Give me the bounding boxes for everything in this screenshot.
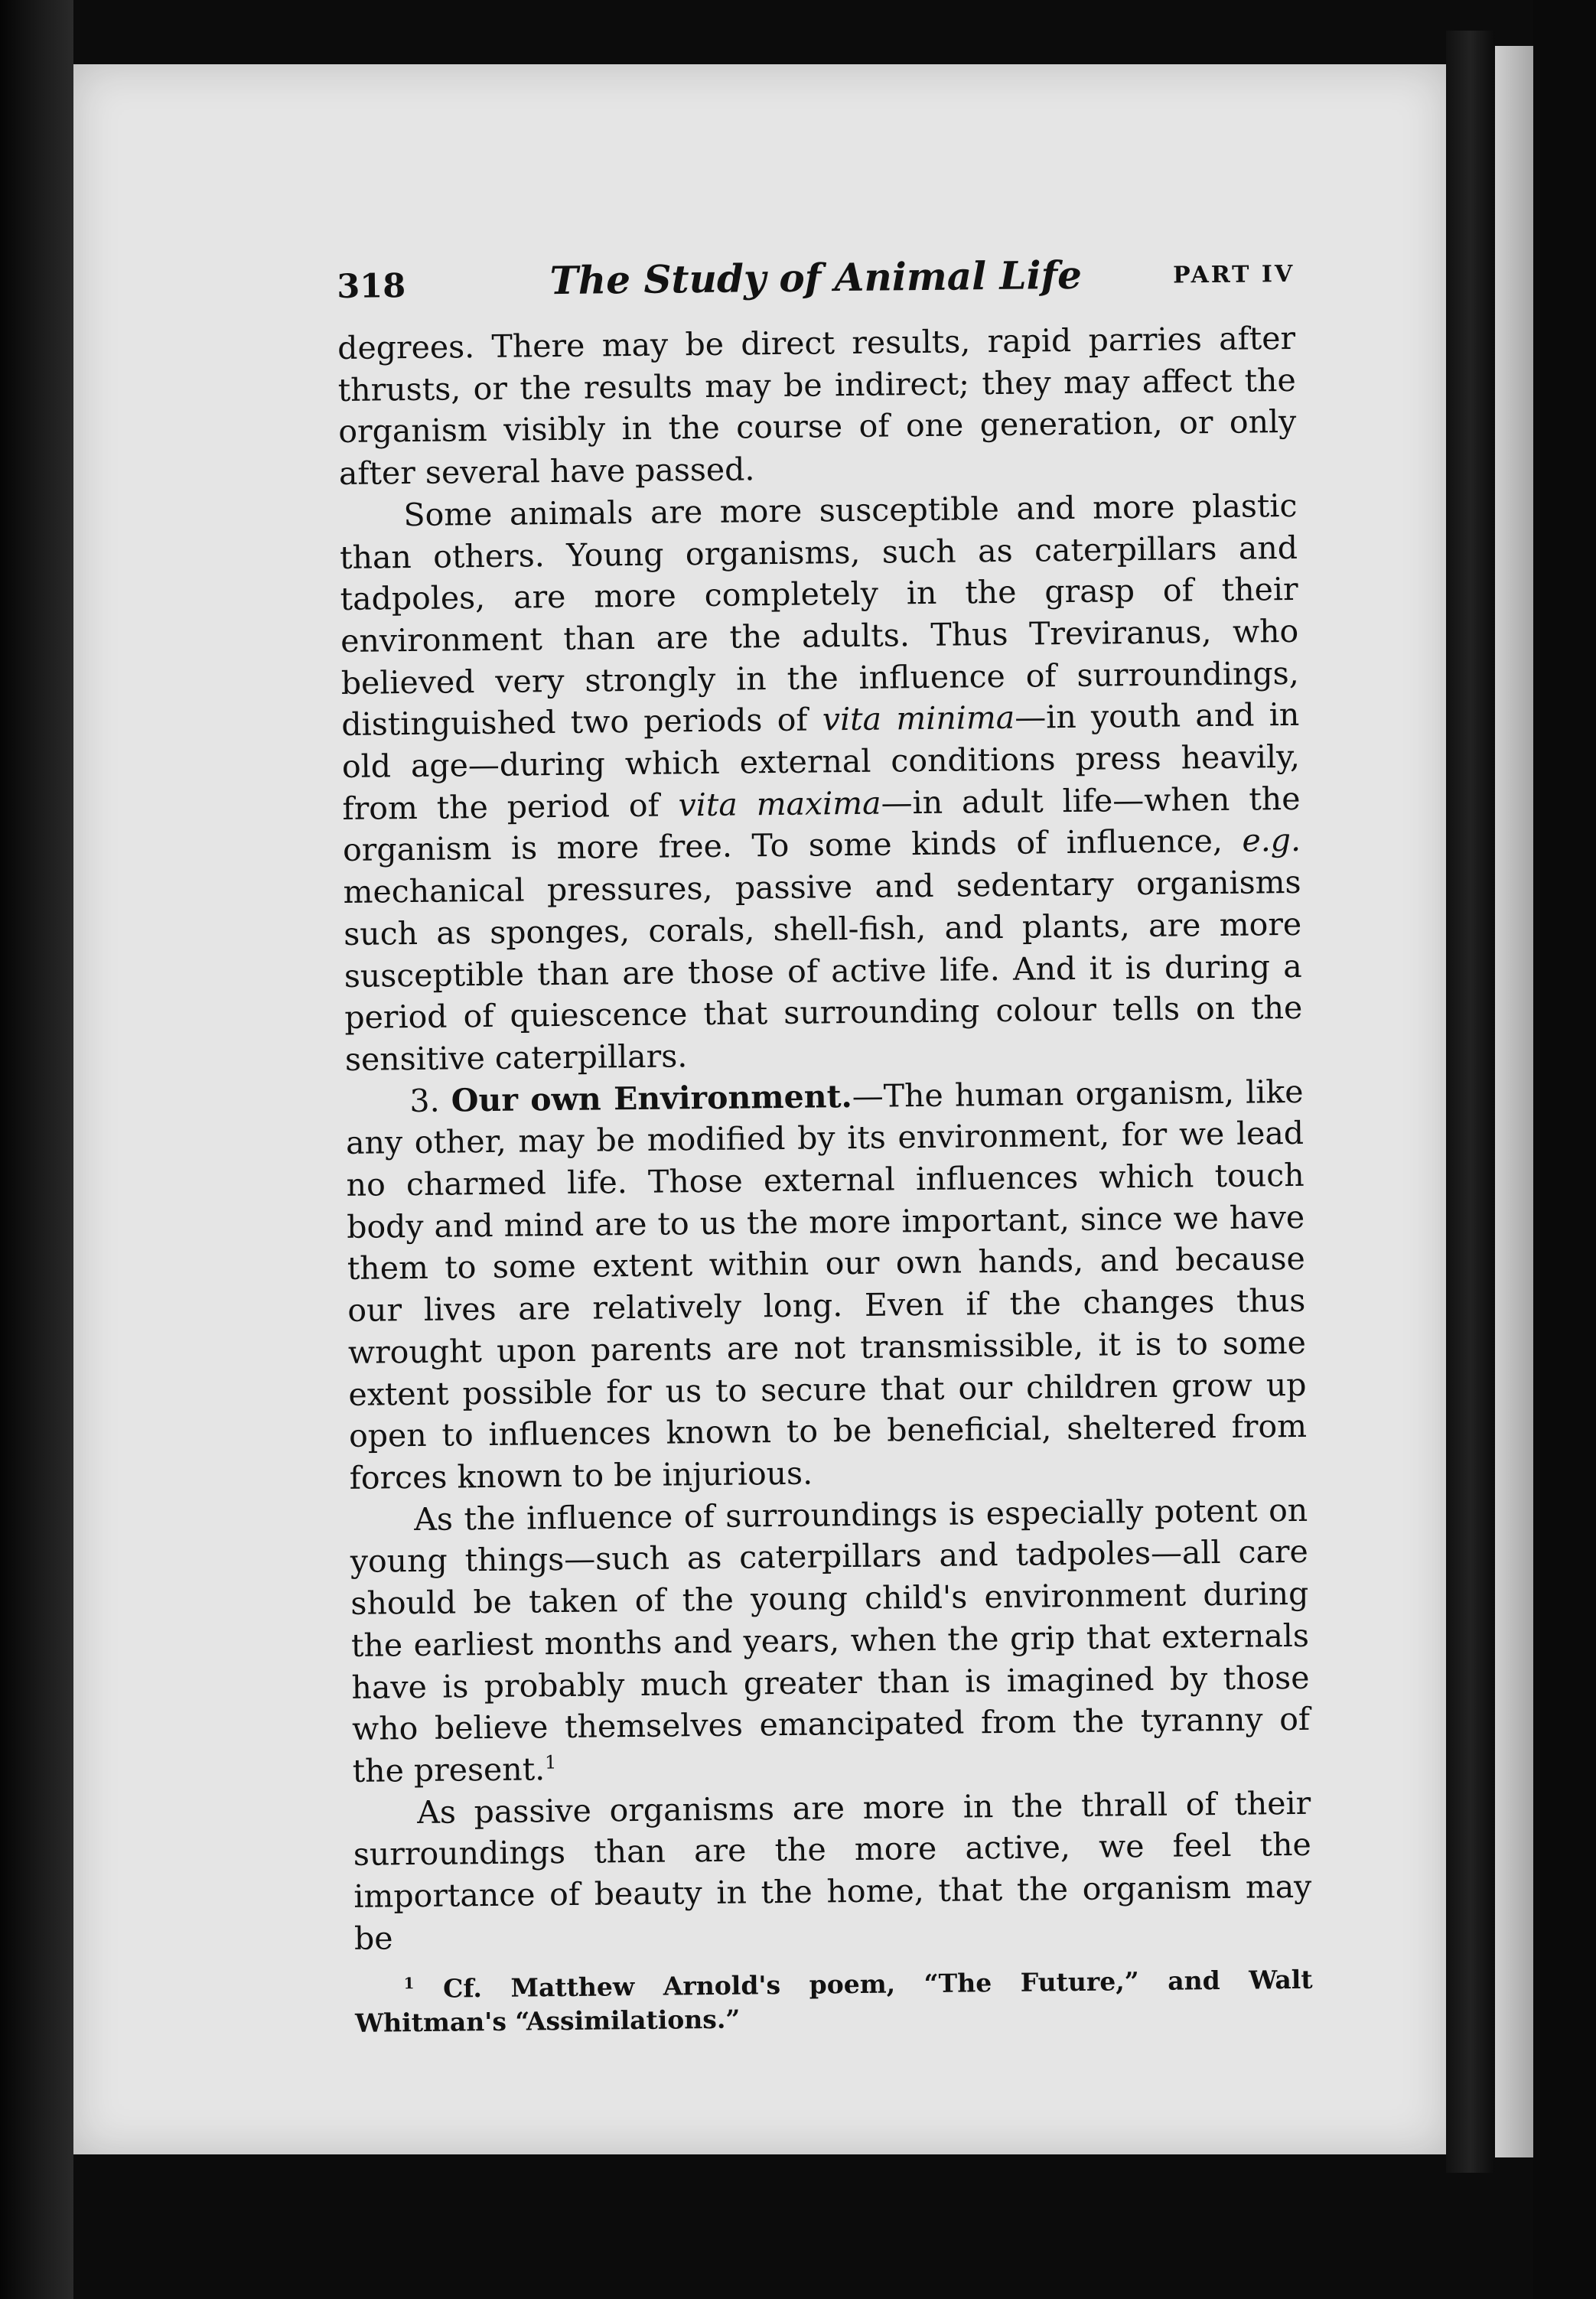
latin-term-vita-maxima: vita maxima <box>678 784 881 824</box>
part-label: PART IV <box>1172 260 1295 289</box>
section-heading: Our own Environment. <box>451 1077 853 1119</box>
scan-left-border <box>0 0 73 2299</box>
paragraph-text: As passive organisms are more in the thrall of their surroundings than are the more active, we feel the importance of beauty in the home, that the organism may be <box>353 1784 1312 1957</box>
paragraph-text: —The human organism, like any other, may be modified by its environment, for we lead no charmed life. Those external influences which touch body and mind are to us the more important, since we have them to some extent within our own hands, and because our lives are relatively long. Even if the changes thus wrought upon parents are not transmissible, it is to some extent possible for us to secure that our children grow up open to influences known to be beneficial, sheltered from forces known to be injurious. <box>345 1073 1308 1496</box>
footnote-reference: 1 <box>544 1751 557 1773</box>
running-head <box>337 250 1295 314</box>
running-title: The Study of Animal Life <box>549 252 1083 304</box>
paragraph-text: —in adult life—when the organism is more free. To some kinds of influence, <box>342 780 1301 869</box>
paragraph-text: mechanical pressures, passive and sedentary organisms such as sponges, corals, shell-fish, and plants, are more susceptible than are those of active life. And it is during a period of quiescence that surrounding colour tells on the sensitive caterpillars. <box>343 863 1303 1078</box>
page-text-block <box>337 250 1313 2040</box>
book-gutter <box>1446 31 1495 2173</box>
paragraph-susceptible <box>339 485 1303 1081</box>
paragraph-text: degrees. There may be direct results, rapid parries after thrusts, or the results may be indirect; they may affect the organism visibly in the course of one generation, or only after several have passed. <box>337 319 1297 493</box>
section-number: 3. <box>409 1082 440 1119</box>
latin-term-vita-minima: vita minima <box>822 699 1015 738</box>
paragraph-text: As the influence of surroundings is especially potent on young things—such as caterpillars and tadpoles—all care should be taken of the young child's environment during the earliest months and years, when the grip that externals have is probably much greater than is imagined by those who believe themselves emancipated from the tyranny of the present. <box>350 1491 1311 1789</box>
paragraph-passive-organisms <box>353 1782 1312 1959</box>
paragraph-text: Some animals are more susceptible and more plastic than others. Young organisms, such as caterpillars and tadpoles, are more completely in the grasp of their environment than are the adults. Thus Treviranus, who believed very strongly in the influence of surroundings, distinguished two periods of <box>339 487 1299 744</box>
abbreviation-eg: e.g. <box>1242 822 1301 860</box>
footnote-text: Cf. Matthew Arnold's poem, “The Future,” and Walt Whitman's “Assimilations.” <box>354 1965 1313 2039</box>
footnote-mark: 1 <box>403 1974 415 1993</box>
page-number: 318 <box>337 267 406 306</box>
footnote <box>354 1963 1313 2040</box>
paragraph-our-own-environment <box>345 1070 1308 1499</box>
paragraph-young-things <box>350 1489 1311 1792</box>
paragraph-text: —in youth and in old age—during which external conditions press heavily, from the period of <box>341 696 1301 827</box>
facing-page-edge <box>1495 46 1533 2157</box>
scan-right-border <box>1533 0 1596 2299</box>
paragraph-degrees <box>337 317 1297 495</box>
